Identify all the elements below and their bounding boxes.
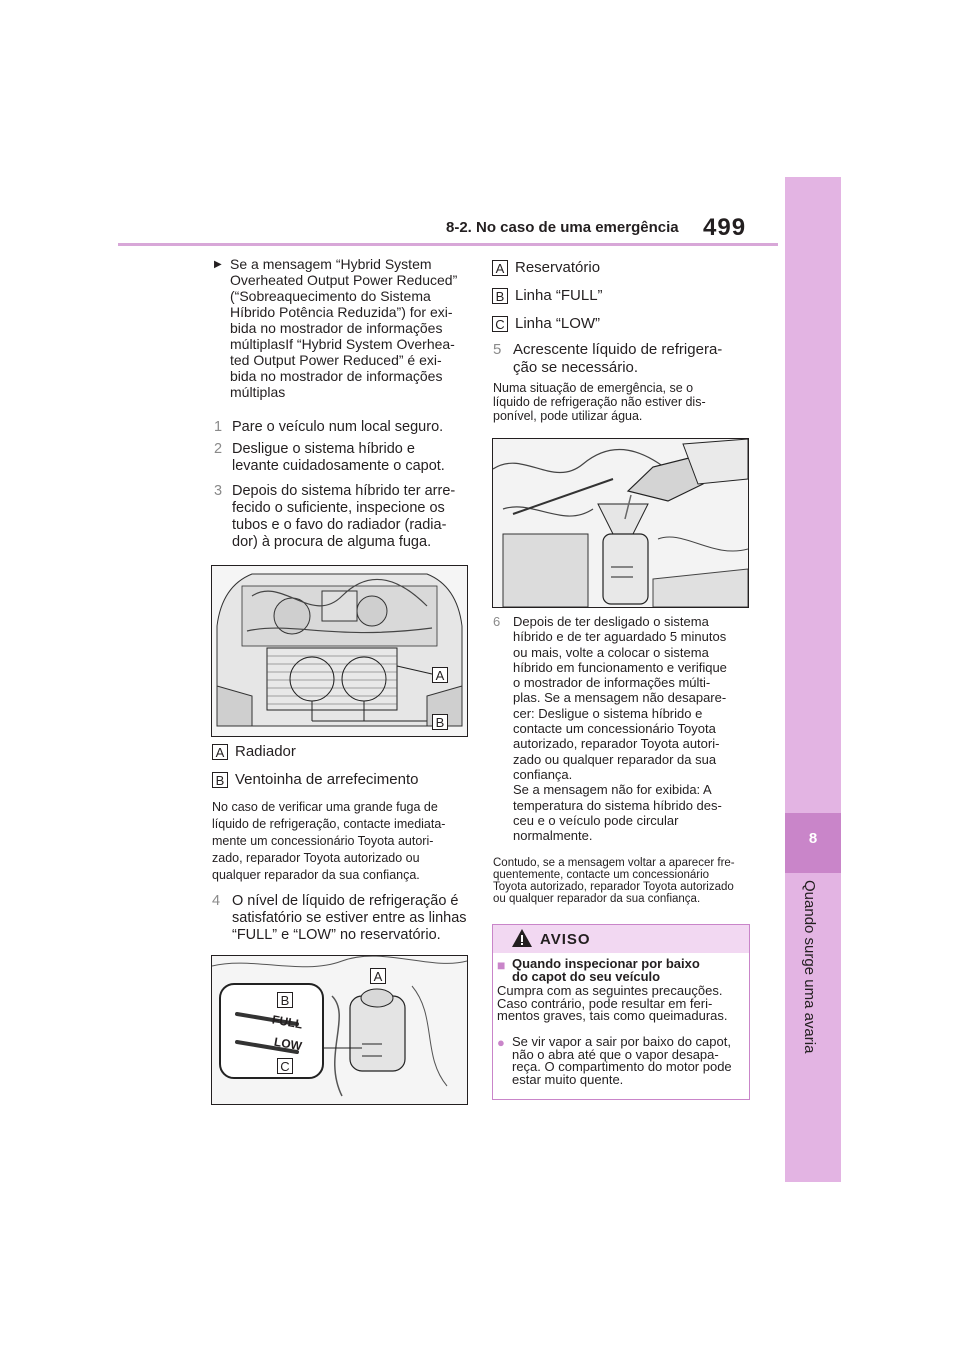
square-bullet-icon: ■ <box>497 957 506 973</box>
low-mark-text: LOW <box>272 1034 304 1054</box>
triangle-bullet-icon: ▶ <box>214 259 222 270</box>
callout-a: A <box>432 667 448 683</box>
warning-box-title: AVISO <box>540 931 591 948</box>
refill-illustration <box>493 439 748 607</box>
callout-a: A <box>370 968 386 984</box>
warning-subheading: Quando inspecionar por baixo do capot do seu veículo <box>512 956 700 984</box>
legend-ventoinha: B Ventoinha de arrefecimento <box>212 771 472 791</box>
refill-figure <box>492 438 749 608</box>
chapter-title: Quando surge uma avaria <box>801 880 818 1054</box>
warning-note: Se a mensagem “Hybrid System Overheated Output Power Reduced” (“Sobreaquecimento do Sistema Híbrido Potência Reduzida”) for exi- bida no mostrador de informações múltiplasIf “Hybrid System Overhea- ted Output Power Reduced” é exi- bida no mostrador de informações múltiplas <box>230 256 458 400</box>
step-1: 1 Pare o veículo num local seguro. <box>214 419 444 435</box>
callout-b: B <box>277 992 293 1008</box>
step-4: 4 O nível de líquido de refrigeração é satisfatório se estiver entre as linhas “FULL” e “LOW” no reservatório. <box>212 893 467 943</box>
leak-note: No caso de verificar uma grande fuga de líquido de refrigeração, contacte imediata- mente um concessionário Toyota autori- zado, reparador Toyota autorizado ou qualquer reparador da sua confiança. <box>212 800 446 882</box>
full-mark-text: FULL <box>271 1012 304 1032</box>
recurring-message-note: Contudo, se a mensagem voltar a aparecer fre- quentemente, contacte um concessionário Toyota autorizado, reparador Toyota autorizado ou qualquer reparador da sua confiança. <box>493 857 735 905</box>
step-5: 5 Acrescente líquido de refrigera- ção se necessário. <box>493 341 723 376</box>
legend-full-line: B Linha “FULL” <box>492 287 752 307</box>
reservoir-figure <box>211 955 468 1105</box>
engine-bay-illustration <box>212 566 467 736</box>
header-rule <box>118 243 778 246</box>
legend-reservatorio: A Reservatório <box>492 259 752 279</box>
round-bullet-icon: ● <box>497 1035 505 1050</box>
step-6: 6 Depois de ter desligado o sistema híbrido e de ter aguardado 5 minutos ou mais, volte a colocar o sistema híbrido em funcionamento e verifique o mostrador de informações múlti- plas. Se a mensagem não desapare- cer: Desligue o sistema híbrido e contacte um concessionário Toyota autorizado, reparador Toyota autori- zado ou qualquer reparador da sua confiança. Se a mensagem não for exibida: A temperatura do sistema híbrido des- ceu e o veículo pode circular normalmente. <box>493 614 727 844</box>
chapter-number: 8 <box>808 830 818 847</box>
section-title: 8-2. No caso de uma emergência <box>446 219 679 236</box>
warning-triangle-icon <box>511 928 533 948</box>
legend-low-line: C Linha “LOW” <box>492 315 752 335</box>
step-3: 3 Depois do sistema híbrido ter arre- fecido o suficiente, inspecione os tubos e o favo do radiador (radia- dor) à procura de alguma fuga. <box>214 483 456 550</box>
callout-b: B <box>432 714 448 730</box>
emergency-water-note: Numa situação de emergência, se o líquido de refrigeração não estiver dis- ponível, pode utilizar água. <box>493 381 706 423</box>
warning-bullet-text: Se vir vapor a sair por baixo do capot, não o abra até que o vapor desapa- reça. O compartimento do motor pode estar muito quente. <box>512 1034 732 1087</box>
legend-radiador: A Radiador <box>212 743 472 763</box>
reservoir-illustration <box>212 956 467 1104</box>
step-2: 2 Desligue o sistema híbrido e levante cuidadosamente o capot. <box>214 441 445 474</box>
page-number: 499 <box>703 214 747 241</box>
warning-body: Cumpra com as seguintes precauções. Caso contrário, pode resultar em feri- mentos graves, tais como queimaduras. <box>497 983 728 1023</box>
engine-bay-figure <box>211 565 468 737</box>
callout-c: C <box>277 1058 293 1074</box>
